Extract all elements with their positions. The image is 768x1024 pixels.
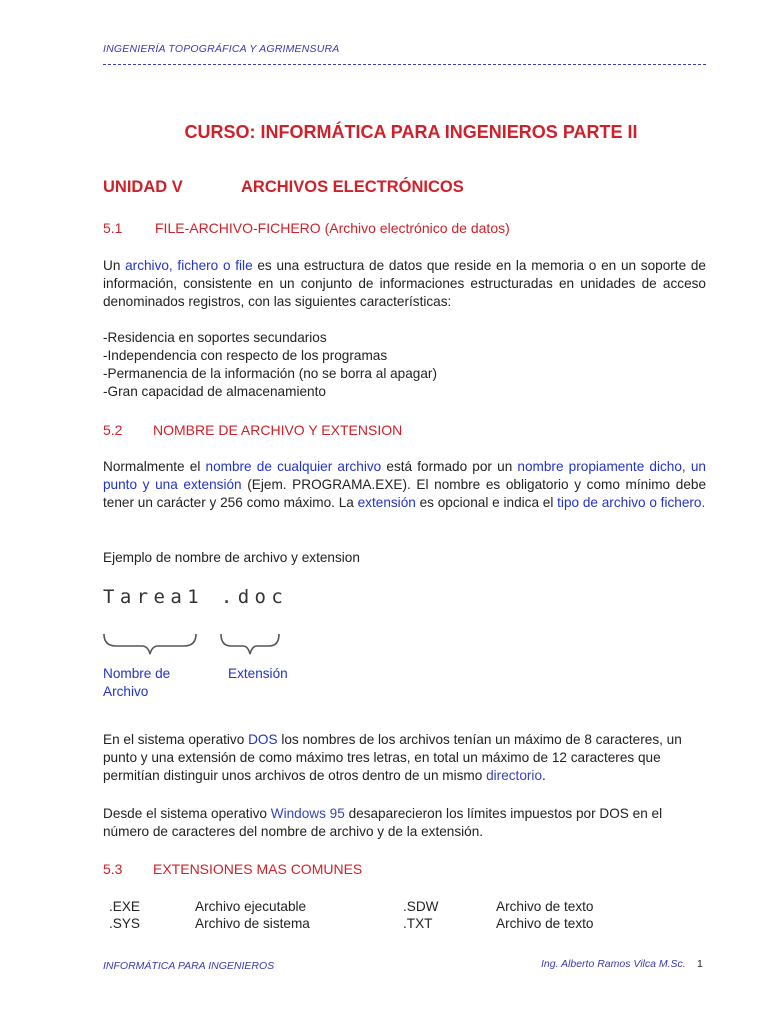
label-extension: Extensión [228,666,288,681]
table-row [103,898,623,915]
header-rule [103,64,706,65]
keyword-nombre-punto-extension: nombre propiamente dicho, un punto y una extensión [103,459,706,492]
running-footer: INFORMÁTICA PARA INGENIEROS [103,960,275,972]
label-nombre-archivo: Nombre de Archivo [103,666,171,699]
keyword-nombre-archivo: nombre de cualquier archivo [205,459,382,474]
footer-author: Ing. Alberto Ramos Vilca M.Sc. [541,958,686,970]
table-row [103,915,623,932]
keyword-tipo-archivo: tipo de archivo o fichero. [557,495,706,510]
unit-heading [103,178,464,197]
course-title: CURSO: INFORMÁTICA PARA INGENIEROS PARTE II [184,122,638,142]
section-title: NOMBRE DE ARCHIVO Y EXTENSION [153,422,403,438]
windows-paragraph [103,805,706,841]
extensions-table [103,898,623,932]
keyword-dos: DOS [248,732,278,747]
features-list [103,329,706,401]
section-number: 5.1 [103,220,123,236]
filename-paragraph [103,458,706,512]
link-windows-95[interactable]: Windows 95 [270,806,345,821]
text-run: (Ejem. PROGRAMA.EXE). El nombre es obligatorio y como mínimo debe tener un carácter y 256 como máximo. La [103,477,706,510]
keyword-archivo: archivo, fichero o file [125,258,253,273]
name-brace-icon [102,630,198,658]
section-number: 5.3 [103,861,123,877]
text-run: es una estructura de datos que reside en la memoria o en un soporte de información, consistente en un conjunto de informaciones estructuradas en unidades de acceso denominados registros, con las siguientes características: [103,258,706,309]
text-run: es opcional e indica el [415,495,558,510]
text-run: está formado por un [381,459,518,474]
dos-paragraph [103,731,706,785]
extension-description: Archivo de texto [496,916,594,931]
running-header: INGENIERÍA TOPOGRÁFICA Y AGRIMENSURA [103,43,340,55]
list-item: -Permanencia de la información (no se borra al apagar) [103,366,437,381]
text-run: Un [103,258,126,273]
section-number: 5.2 [103,422,123,438]
extension-code: .EXE [109,899,140,914]
file-definition-paragraph [103,257,706,311]
unit-title: ARCHIVOS ELECTRÓNICOS [241,178,464,196]
list-item: -Independencia con respecto de los programas [103,348,388,363]
page-number: 1 [697,958,703,970]
extension-description: Archivo ejecutable [195,899,307,914]
section-heading-5-2 [103,422,402,438]
extension-brace-icon [219,630,281,658]
extension-code: .SYS [109,916,140,931]
section-title: EXTENSIONES MAS COMUNES [153,861,363,877]
example-filename: Tarea1 .doc [103,586,289,608]
list-item: -Gran capacidad de almacenamiento [103,384,326,399]
example-intro: Ejemplo de nombre de archivo y extension [103,550,360,565]
extension-description: Archivo de sistema [195,916,310,931]
section-heading-5-1 [103,220,510,236]
text-run: Normalmente el [103,459,206,474]
link-directorio[interactable]: directorio [486,768,543,783]
unit-number: UNIDAD V [103,178,183,196]
extension-code: .TXT [403,916,433,931]
keyword-extension: extensión [357,495,416,510]
list-item: -Residencia en soportes secundarios [103,330,327,345]
section-heading-5-3 [103,861,362,877]
text-run: desaparecieron los límites impuestos por DOS en el número de caracteres del nombre de archivo y de la extensión. [103,806,663,839]
section-title: FILE-ARCHIVO-FICHERO (Archivo electrónico de datos) [155,220,510,236]
extension-description: Archivo de texto [496,899,594,914]
text-run: Desde el sistema operativo [103,806,271,821]
text-run: . [542,768,546,783]
text-run: los nombres de los archivos tenían un máximo de 8 caracteres, un punto y una extensión de como máximo tres letras, en total un máximo de 12 caracteres que permitían distinguir unos archivos de otros dentro de un mismo [103,732,682,783]
extension-code: .SDW [403,899,439,914]
text-run: En el sistema operativo [103,732,249,747]
